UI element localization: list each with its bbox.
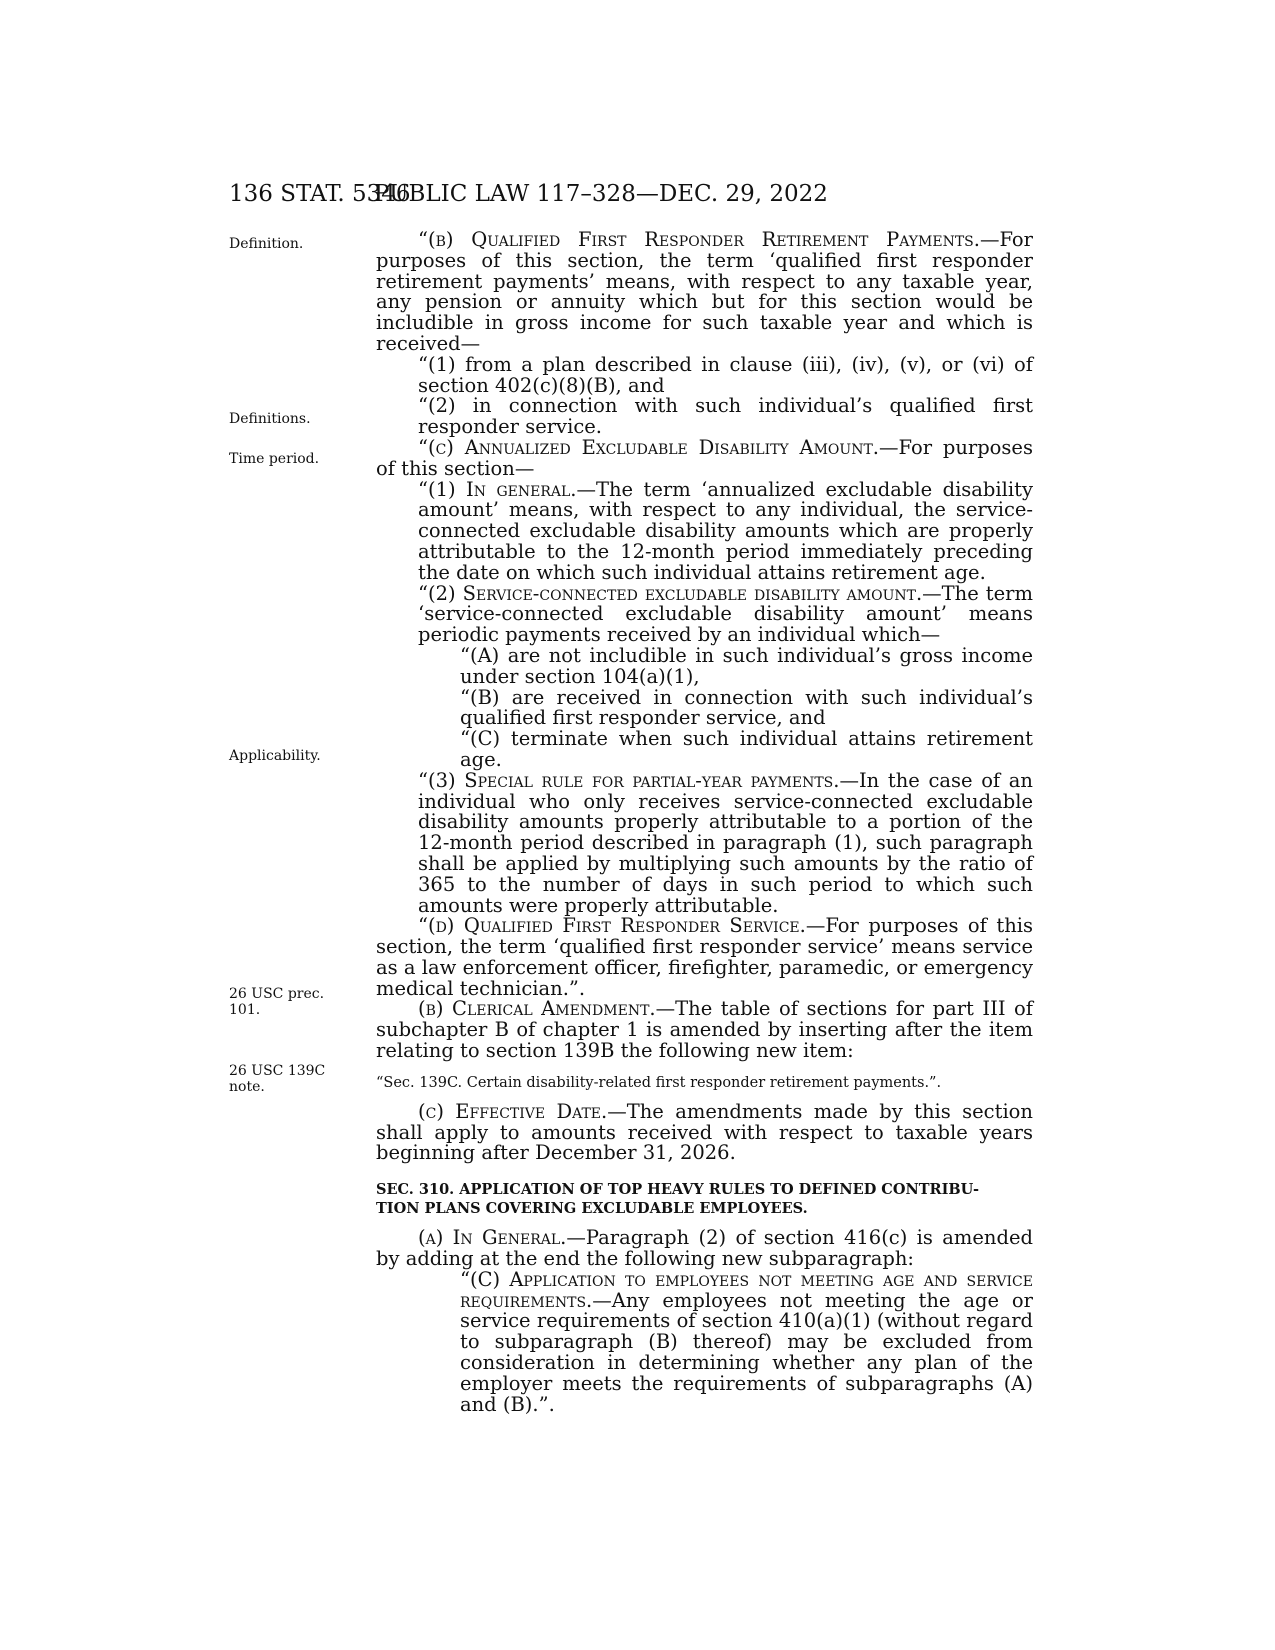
table-of-sections-item: “Sec. 139C. Certain disability-related first responder retirement payments.”.: [376, 1074, 942, 1091]
clause-c2c: “(C) terminate when such individual attains retirement age.: [460, 727, 1033, 771]
paragraph-b1: “(1) from a plan described in clause (iii), (iv), (v), or (vi) of section 402(c)(8)(B), and: [418, 352, 1033, 397]
paragraph-c3: “(3) Special rule for partial-year payments.—In the case of an individual who only receives service-connected excludable disability amounts properly attributable to a portion of the 12-month period described in paragraph (1), such paragraph shall be applied by multiplying such amounts by the ratio of 365 to the number of days in such period to which such amounts were properly attributable.: [418, 768, 1033, 917]
margin-note-time-period: Time period.: [229, 451, 320, 467]
subsection-a: (a) In General.—Paragraph (2) of section 416(c) is amended by adding at the end the following new subparagraph:: [376, 1226, 1033, 1271]
margin-note-definition: Definition.: [229, 236, 304, 252]
subsection-c: “(c) Annualized Excludable Disability Amount.—For purposes of this section—: [376, 435, 1033, 480]
subparagraph-c: “(C) Application to employees not meeting age and service requirements.—Any employees not meeting the age or service requirements of section 410(a)(1) (without regard to subparagraph (B) thereof) may be excluded from consideration in determining whether any plan of the employer meets the requirements of subparagraphs (A) and (B).”.: [460, 1267, 1033, 1416]
effective-date: (c) Effective Date.—The amendments made by this section shall apply to amounts received with respect to taxable years beginning after December 31, 2026.: [376, 1099, 1033, 1165]
paragraph-b2: “(2) in connection with such individual’s qualified first responder service.: [418, 394, 1033, 439]
section-heading: SEC. 310. APPLICATION OF TOP HEAVY RULES TO DEFINED CONTRIBU- TION PLANS COVERING EXCLUDABLE EMPLOYEES.: [376, 1181, 980, 1218]
margin-note-usc-prec: 26 USC prec. 101.: [229, 986, 325, 1018]
margin-note-applicability: Applicability.: [229, 748, 321, 764]
margin-note-usc-note: 26 USC 139C note.: [229, 1063, 326, 1095]
clerical-amendment: (b) Clerical Amendment.—The table of sections for part III of subchapter B of chapter 1 is amended by inserting after the item relating to section 139B the following new item:: [376, 997, 1033, 1063]
clause-c2b: “(B) are received in connection with such individual’s qualified first responder service, and: [460, 685, 1033, 730]
document-body: [376, 230, 1033, 1415]
subsection-b: “(b) Qualified First Responder Retirement Payments.—For purposes of this section, the term ‘qualified first responder retirement payments’ means, with respect to any taxable year, any pension or annuity which but for this section would be includible in gross income for such taxable year and which is received—: [376, 228, 1033, 355]
margin-note-definitions: Definitions.: [229, 411, 311, 427]
paragraph-c1: “(1) In general.—The term ‘annualized excludable disability amount’ means, with respect to any individual, the service-connected excludable disability amounts which are properly attributable to the 12-month period immediately preceding the date on which such individual attains retirement age.: [418, 477, 1033, 584]
subsection-d: “(d) Qualified First Responder Service.—For purposes of this section, the term ‘qualified first responder service’ means service as a law enforcement officer, firefighter, paramedic, or emergency medical technician.”.: [376, 914, 1034, 1000]
clause-c2a: “(A) are not includible in such individual’s gross income under section 104(a)(1),: [460, 643, 1033, 688]
page-reference: 136 STAT. 5346: [229, 181, 411, 207]
paragraph-c2: “(2) Service-connected excludable disability amount.—The term ‘service-connected excludable disability amount’ means periodic payments received by an individual which—: [418, 581, 1033, 647]
page-title: PUBLIC LAW 117–328—DEC. 29, 2022: [374, 181, 828, 207]
